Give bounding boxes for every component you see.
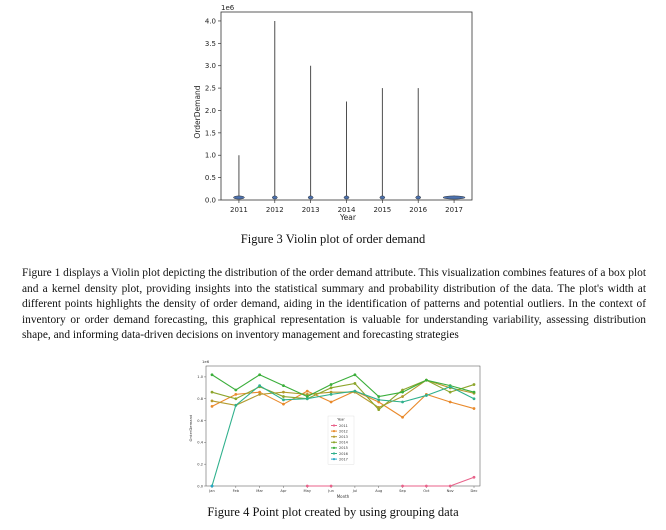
y-tick-label: 0.0 [204,196,216,205]
violin-plot [190,2,480,222]
y-tick-label: 2.0 [204,106,216,115]
point-2016 [330,393,333,396]
legend-item: 2014 [339,440,348,445]
point-2016 [306,397,309,400]
point-2016 [234,404,237,407]
y-tick-label: 0.6 [197,418,203,423]
point-2013 [282,391,285,394]
point-2012 [449,401,452,404]
point-2014 [330,386,333,389]
violin-body-2017 [443,196,465,199]
legend-marker [333,441,335,443]
point-2012 [211,405,214,408]
y-scale-note: 1e6 [221,4,235,12]
x-tick-label: Apr [280,489,287,493]
x-tick-label: 2015 [373,206,392,214]
y-tick-label: 2.5 [204,84,216,93]
point-2016 [425,394,428,397]
y-axis-label: OrderDemand [193,85,202,139]
point-2015 [282,384,285,387]
legend-item: 2015 [339,446,348,451]
legend-title: Year [337,417,345,422]
x-tick-label: Mar [256,489,264,493]
point-2014 [473,383,476,386]
x-tick-label: Nov [446,489,454,493]
point-2011 [401,485,404,488]
point-plot [188,358,488,506]
legend-marker [333,436,335,438]
point-2014 [377,408,380,411]
y-tick-label: 0.0 [197,484,203,489]
figure4-caption: Figure 4 Point plot created by using grouping data [207,505,459,519]
point-2017 [211,485,214,488]
point-2016 [282,398,285,401]
x-tick-label: Feb [232,489,240,493]
y-tick-label: 1.0 [204,151,216,160]
series-line-2012 [212,391,474,417]
point-2011 [449,485,452,488]
x-tick-label: Jan [209,489,215,493]
point-2013 [258,393,261,396]
point-2011 [306,485,309,488]
series-line-2011 [403,477,474,486]
x-tick-label: 2012 [265,206,284,214]
point-2015 [330,383,333,386]
legend-marker [333,452,335,454]
point-2016 [401,401,404,404]
figure3-caption: Figure 3 Violin plot of order demand [240,232,426,246]
point-2011 [425,485,428,488]
y-tick-label: 0.5 [204,174,216,183]
point-2012 [234,393,237,396]
point-2012 [473,407,476,410]
point-2015 [473,391,476,394]
point-2015 [211,373,214,376]
point-2015 [354,373,357,376]
point-2011 [330,485,333,488]
point-2015 [258,373,261,376]
series-line-2014 [212,380,474,409]
x-tick-label: 2011 [230,206,248,214]
point-2011 [473,476,476,479]
x-tick-label: Jul [352,489,358,493]
point-2016 [377,398,380,401]
violin-body-2011 [233,196,244,199]
x-tick-label: Dec [470,489,478,493]
legend-item: 2017 [339,457,348,462]
point-2013 [211,400,214,403]
point-2016 [258,384,261,387]
y-tick-label: 1.5 [204,129,216,138]
x-tick-label: Oct [423,489,430,493]
x-tick-label: May [303,489,311,493]
y-tick-label: 3.5 [204,39,216,48]
violin-body-2014 [344,196,349,199]
legend-marker [333,458,335,460]
x-tick-label: Aug [375,489,383,493]
y-tick-label: 0.4 [197,440,203,445]
y-tick-label: 0.2 [197,462,203,467]
point-2015 [425,379,428,382]
violin-body-2015 [380,196,385,199]
x-tick-label: 2013 [301,206,320,214]
body-paragraph: Figure 1 displays a Violin plot depicting the distribution of the order demand attribute. This visualization combines features of a box plot and a kernel density plot, providing insights into the statistical summary and probability distribution of the data. The plot's width at different points highlights the density of order demand, aiding in the identification of patterns and potential outliers. In the context of inventory or order demand forecasting, this graphical representation is valuable for understanding variability, assessing distribution shape, and informing data-driven decisions on inventory management and forecasting strategies [22,267,646,342]
point-2016 [449,385,452,388]
legend-marker [333,424,335,426]
y-tick-label: 3.0 [204,62,216,71]
legend-marker [333,447,335,449]
x-axis-label: Month [336,494,350,499]
violin-body-2012 [272,196,277,199]
point-2016 [354,390,357,393]
point-2016 [473,397,476,400]
x-tick-label: 2017 [445,206,463,214]
y-tick-label: 1.0 [197,375,203,380]
point-2013 [401,395,404,398]
y-axis-label: OrderDemand [188,414,193,442]
point-2012 [330,401,333,404]
x-tick-label: Jun [328,489,334,493]
legend-item: 2011 [339,423,348,428]
point-2012 [306,390,309,393]
point-2014 [234,397,237,400]
point-2012 [282,403,285,406]
x-axis-label: Year [340,213,356,222]
point-2015 [377,395,380,398]
legend-item: 2013 [339,435,348,439]
y-tick-label: 4.0 [204,17,216,26]
point-2012 [401,416,404,419]
legend-marker [333,430,335,432]
legend-item: 2016 [339,451,348,456]
x-tick-label: Sep [399,489,406,493]
legend-item: 2012 [339,429,348,434]
violin-body-2016 [416,196,421,199]
y-scale-note: 1e6 [202,359,210,364]
violin-body-2013 [308,196,313,199]
x-tick-label: 2016 [409,206,428,214]
point-2014 [354,382,357,385]
point-2015 [401,391,404,394]
point-2014 [449,391,452,394]
x-tick-label: 2014 [337,206,356,214]
point-2014 [211,391,214,394]
point-2015 [234,389,237,392]
y-tick-label: 0.8 [197,397,203,402]
point-2014 [282,395,285,398]
